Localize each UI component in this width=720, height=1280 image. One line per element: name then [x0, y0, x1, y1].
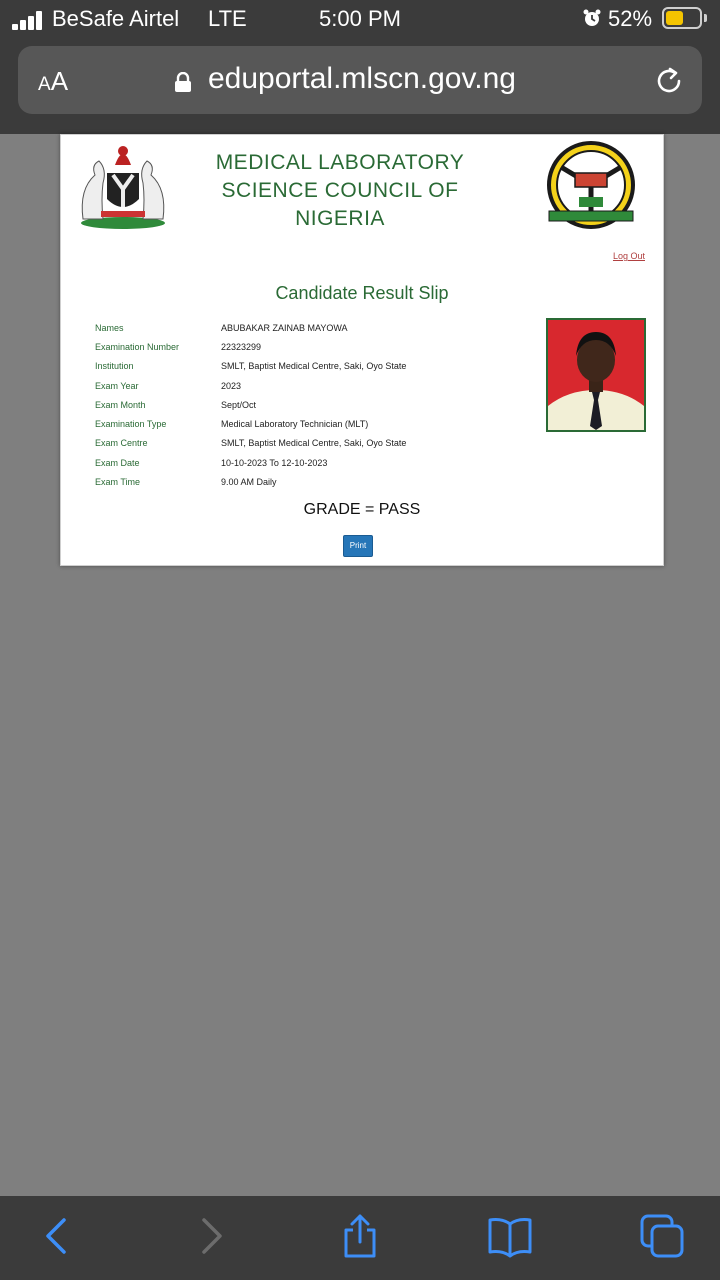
slip-title: Candidate Result Slip [275, 283, 449, 303]
browser-toolbar [0, 1196, 720, 1280]
nigeria-coat-of-arms-logo [73, 139, 173, 231]
council-name: MEDICAL LABORATORY SCIENCE COUNCIL OF NIGERIA [215, 151, 465, 230]
detail-label: Exam Month [95, 400, 146, 410]
detail-label: Exam Time [95, 477, 141, 487]
candidate-photo [546, 318, 646, 432]
battery-nub [704, 14, 707, 22]
tabs-icon[interactable] [638, 1212, 686, 1260]
url-text[interactable]: eduportal.mlscn.gov.ng [208, 62, 516, 95]
detail-value: SMLT, Baptist Medical Centre, Saki, Oyo State [221, 361, 407, 371]
bookmarks-icon[interactable] [486, 1212, 534, 1260]
battery-percent: 52% [608, 6, 653, 31]
browser-header [0, 40, 720, 134]
status-bar [0, 0, 720, 40]
detail-value: Sept/Oct [221, 400, 257, 410]
share-icon[interactable] [336, 1212, 384, 1260]
grade-result: GRADE = PASS [303, 501, 421, 518]
alarm-icon [582, 8, 602, 28]
detail-value: 9.00 AM Daily [221, 477, 277, 487]
detail-value: 2023 [221, 381, 242, 391]
print-button[interactable]: Print [343, 535, 373, 557]
detail-label: Exam Date [95, 458, 140, 468]
back-icon[interactable] [34, 1212, 82, 1260]
detail-value: ABUBAKAR ZAINAB MAYOWA [221, 323, 348, 333]
detail-label: Examination Number [95, 342, 180, 352]
result-slip-page [60, 134, 664, 566]
detail-label: Exam Year [95, 381, 139, 391]
text-size-button[interactable]: AA [38, 66, 69, 96]
detail-label: Examination Type [95, 419, 167, 429]
carrier-name: BeSafe Airtel [52, 6, 180, 31]
detail-value: 10-10-2023 To 12-10-2023 [221, 458, 328, 468]
forward-icon[interactable] [186, 1212, 234, 1260]
clock: 5:00 PM [319, 6, 401, 31]
detail-label: Exam Centre [95, 438, 148, 448]
detail-value: Medical Laboratory Technician (MLT) [221, 419, 369, 429]
lock-icon [174, 72, 192, 92]
address-bar[interactable] [18, 46, 702, 114]
detail-value: 22323299 [221, 342, 262, 352]
logout-link[interactable]: Log Out [612, 251, 645, 261]
detail-label: Institution [95, 361, 134, 371]
network-type: LTE [208, 6, 247, 31]
mlscn-logo [541, 139, 641, 231]
detail-value: SMLT, Baptist Medical Centre, Saki, Oyo State [221, 438, 407, 448]
battery-icon [662, 7, 702, 29]
detail-label: Names [95, 323, 124, 333]
reload-icon[interactable] [652, 64, 686, 98]
battery-level [666, 11, 683, 25]
